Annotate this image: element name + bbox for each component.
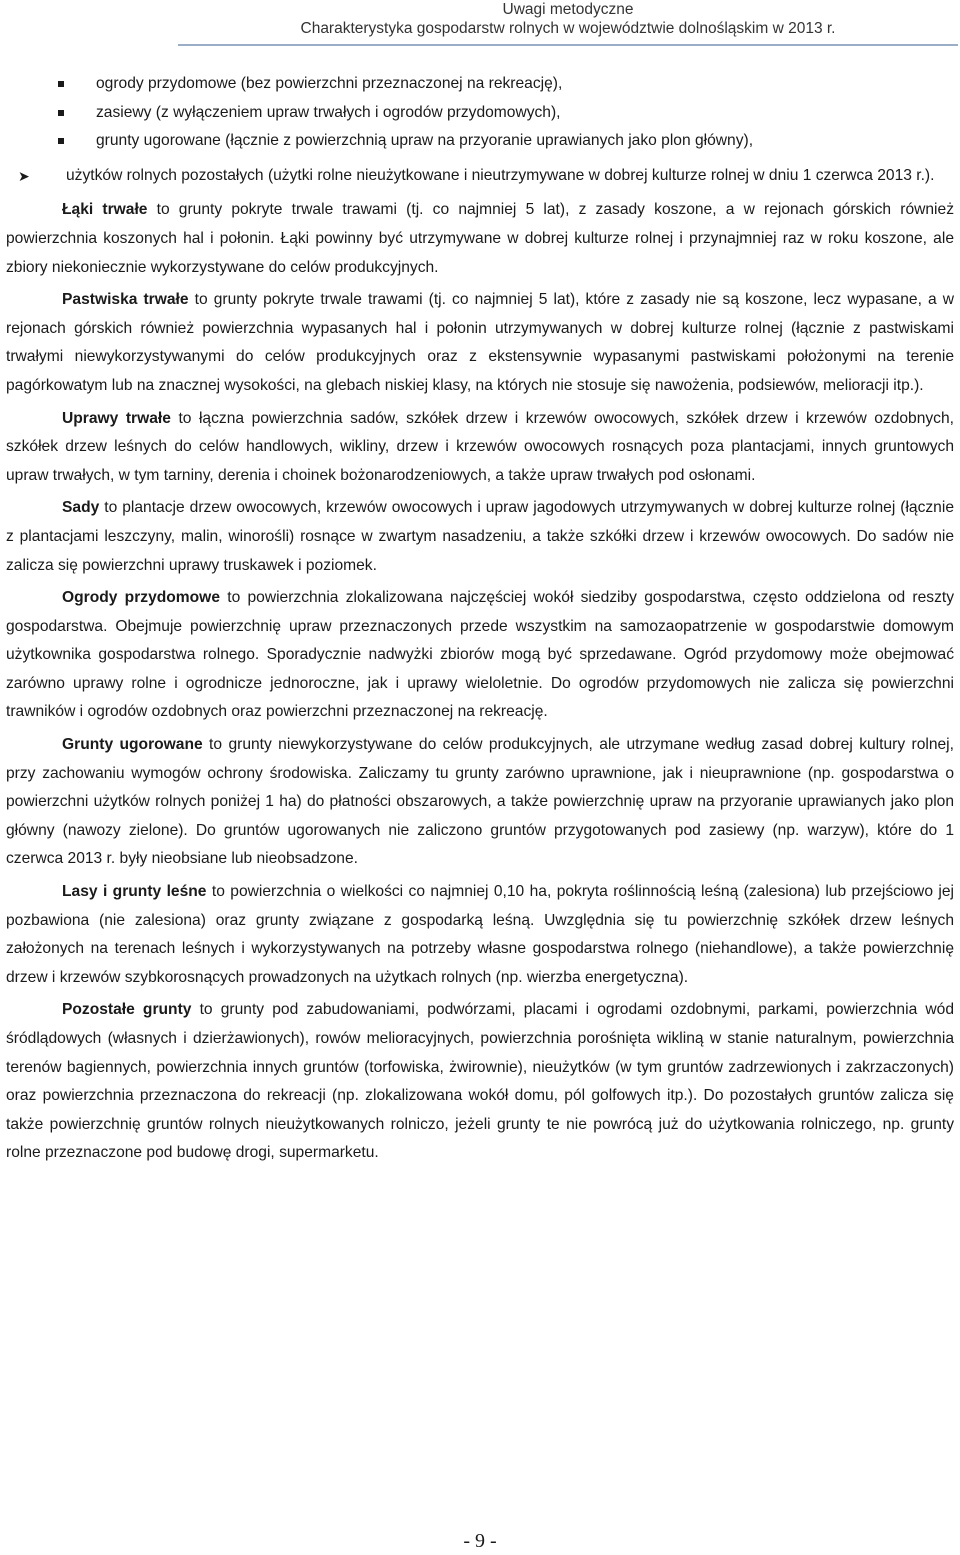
arrow-list-item bbox=[6, 162, 954, 191]
arrow-bullet-icon: ➤ bbox=[18, 167, 30, 184]
definition-term: Grunty ugorowane bbox=[62, 736, 203, 754]
list-item bbox=[6, 70, 954, 99]
definition-paragraph bbox=[6, 878, 954, 992]
header-rule bbox=[178, 44, 958, 46]
definition-text: to plantacje drzew owocowych, krzewów owocowych i upraw jagodowych utrzymywanych w dobrej kulturze rolnej (łącznie z plantacjami leszczyny, malin, winorośli) rosnące w zwartym nasadzeniu, a także szkółki drzew i krzewów owocowych. Do sadów nie zalicza się powierzchni uprawy truskawek i poziomek. bbox=[6, 499, 954, 574]
page-number: - 9 - bbox=[463, 1530, 497, 1552]
list-item bbox=[6, 99, 954, 128]
definition-term: Pastwiska trwałe bbox=[62, 291, 189, 309]
definition-text: to grunty pokryte trwale trawami (tj. co najmniej 5 lat), z zasady koszone, a w rejonach górskich również powierzchnia koszonych hal i połonin. Łąki powinny być utrzymywane w dobrej kulturze rolnej i przynajmniej raz w roku koszone, ale zbiory niekoniecznie wykorzystywane do celów produkcyjnych. bbox=[6, 201, 954, 276]
definition-text: to grunty pokryte trwale trawami (tj. co najmniej 5 lat), które z zasady nie są koszone, lecz wypasane, a w rejonach górskich również powierzchnia wypasanych hal i połonin utrzymywanych w dobrej kulturze rolnej (łącznie z pastwiskami trwałymi niewykorzystywanymi do celów produkcyjnych oraz z ekstensywnie wypasanymi pastwiskami położonymi na terenie pagórkowatym lub na znacznej wysokości, na glebach niskiej klasy, na których nie stosuje się nawożenia, podsiewów, melioracji itp.). bbox=[6, 291, 954, 394]
definition-text: to powierzchnia zlokalizowana najczęściej wokół siedziby gospodarstwa, często oddzielona od reszty gospodarstwa. Obejmuje powierzchnię upraw przeznaczonych przede wszystkim na samozaopatrzenie w gospodarstwie domowym użytkownika gospodarstwa rolnego. Sporadycznie nadwyżki zbiorów mogą być sprzedawane. Ogród przydomowy może obejmować zarówno uprawy rolne i ogrodnicze jednoroczne, jak i uprawy wieloletnie. Do ogrodów przydomowych nie zalicza się powierzchni trawników i ogrodów ozdobnych oraz powierzchni przeznaczonej na rekreację. bbox=[6, 589, 954, 721]
square-bullet-icon bbox=[58, 138, 64, 144]
definition-term: Łąki trwałe bbox=[62, 201, 148, 219]
list-item-text: grunty ugorowane (łącznie z powierzchnią upraw na przyoranie uprawianych jako plon główny), bbox=[96, 132, 754, 150]
header-report-title: Charakterystyka gospodarstw rolnych w województwie dolnośląskim w 2013 r. bbox=[300, 20, 836, 37]
definition-term: Uprawy trwałe bbox=[62, 409, 171, 427]
definition-term: Lasy i grunty leśne bbox=[62, 883, 207, 901]
running-header bbox=[178, 0, 958, 46]
definition-paragraph bbox=[6, 494, 954, 580]
definition-text: to powierzchnia o wielkości co najmniej 0,10 ha, pokryta roślinnością leśną (zalesiona) lub przejściowo jej pozbawiona (nie zalesiona) oraz grunty związane z gospodarką leśną. Uwzględnia się tu powierzchnię szkółek drzew leśnych założonych na terenach leśnych i wykorzystywanych na potrzeby własne gospodarstwa rolnego (niehandlowe), a także powierzchnię drzew i krzewów szybkorosnących prowadzonych na użytkach rolnych (np. wierzba energetyczna). bbox=[6, 883, 954, 986]
definition-paragraph bbox=[6, 584, 954, 727]
list-item-text: ogrody przydomowe (bez powierzchni przeznaczonej na rekreację), bbox=[96, 75, 563, 92]
list-item bbox=[6, 127, 954, 156]
definition-paragraph bbox=[6, 996, 954, 1168]
bullet-list bbox=[6, 70, 954, 156]
definition-term: Pozostałe grunty bbox=[62, 1001, 192, 1019]
square-bullet-icon bbox=[58, 110, 64, 116]
arrow-item-text: użytków rolnych pozostałych (użytki rolne nieużytkowane i nieutrzymywane w dobrej kulturze rolnej w dniu 1 czerwca 2013 r.). bbox=[66, 166, 935, 184]
definition-text: to grunty pod zabudowaniami, podwórzami, placami i ogrodami ozdobnymi, parkami, powierzchnia wód śródlądowych (własnych i dzierżawionych), rowów melioracyjnych, powierzchnia porośnięta wikliną w stanie naturalnym, powierzchnia terenów bagiennych, powierzchnia innych gruntów (torfowiska, żwirownie), nieużytków (w tym gruntów zadrzewionych i zakrzaczonych) oraz powierzchnia przeznaczona do rekreacji (np. zlokalizowana wokół domu, pól golfowych itp.). Do pozostałych gruntów zalicza się także powierzchnię gruntów rolnych nieużytkowanych rolniczo, jeżeli grunty te nie powrócą już do użytkowania rolniczego, np. grunty rolne przeznaczone pod budowę drogi, supermarketu. bbox=[6, 1001, 954, 1162]
square-bullet-icon bbox=[58, 81, 64, 87]
definition-text: to łączna powierzchnia sadów, szkółek drzew i krzewów owocowych, szkółek drzew i krzewów ozdobnych, szkółek drzew leśnych do celów handlowych, wikliny, drzew i krzewów owocowych rosnących poza plantacjami, innych gruntowych upraw trwałych, w tym tarniny, derenia i choinek bożonarodzeniowych, a także upraw trwałych pod osłonami. bbox=[6, 409, 954, 484]
page-body bbox=[6, 70, 954, 1172]
definition-paragraph bbox=[6, 196, 954, 282]
list-item-text: zasiewy (z wyłączeniem upraw trwałych i ogrodów przydomowych), bbox=[96, 103, 561, 121]
definition-paragraph bbox=[6, 286, 954, 400]
definition-term: Sady bbox=[62, 499, 100, 517]
definition-text: to grunty niewykorzystywane do celów produkcyjnych, ale utrzymane według zasad dobrej kultury rolnej, przy zachowaniu wymogów ochrony środowiska. Zaliczamy tu grunty zarówno uprawnione, jak i nieuprawnione (np. gospodarstwa o powierzchni użytków rolnych poniżej 1 ha) do płatności obszarowych, a także powierzchnię upraw na przyoranie uprawianych jako plon główny (nawozy zielone). Do gruntów ugorowanych nie zaliczono gruntów przygotowanych pod zasiewy (np. warzyw), które do 1 czerwca 2013 r. były nieobsiane lub nieobsadzone. bbox=[6, 736, 954, 868]
definition-paragraph bbox=[6, 731, 954, 874]
definition-term: Ogrody przydomowe bbox=[62, 589, 220, 607]
definition-paragraph bbox=[6, 405, 954, 491]
header-section-title: Uwagi metodyczne bbox=[502, 1, 634, 18]
